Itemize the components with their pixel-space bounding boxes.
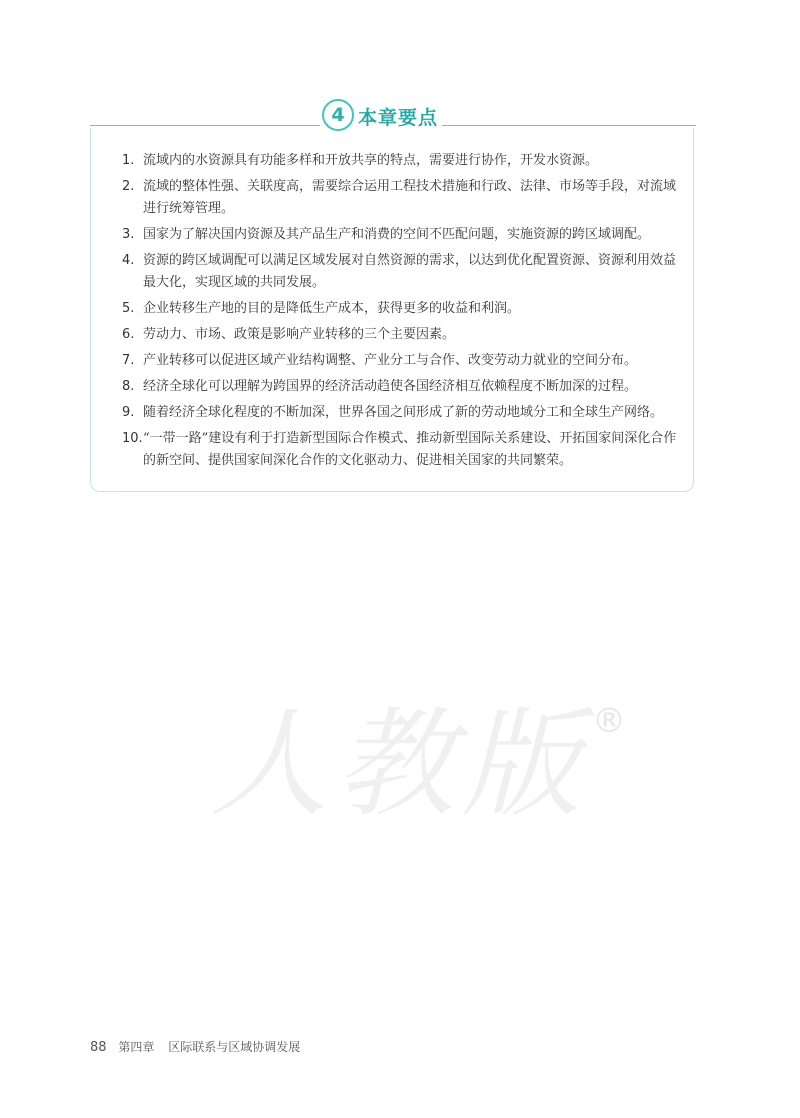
- watermark-registered-mark: ®: [592, 701, 626, 741]
- key-point-text: 企业转移生产地的目的是降低生产成本，获得更多的收益和利润。: [143, 301, 521, 316]
- watermark-logo-text: 人教版: [210, 695, 589, 833]
- page-footer: [90, 1038, 300, 1055]
- key-point-text: 劳动力、市场、政策是影响产业转移的三个主要因素。: [143, 327, 456, 342]
- key-point: [122, 428, 678, 472]
- key-point: [122, 250, 678, 294]
- key-point: [122, 298, 678, 320]
- key-point-number: 2.: [122, 179, 135, 194]
- key-point-text: 国家为了解决国内资源及其产品生产和消费的空间不匹配问题，实施资源的跨区域调配。: [143, 227, 651, 242]
- key-point-number: 9.: [122, 405, 135, 420]
- footer-chapter-title: 区际联系与区域协调发展: [168, 1040, 301, 1054]
- key-point-text: 流域内的水资源具有功能多样和开放共享的特点，需要进行协作，开发水资源。: [143, 153, 599, 168]
- header-rule-left: [90, 125, 320, 126]
- key-point-text: 随着经济全球化程度的不断加深，世界各国之间形成了新的劳动地域分工和全球生产网络。: [143, 405, 664, 420]
- key-point-number: 4.: [122, 253, 135, 268]
- key-point: [122, 150, 678, 172]
- key-point-number: 8.: [122, 379, 135, 394]
- key-point-text: 经济全球化可以理解为跨国界的经济活动趋使各国经济相互依赖程度不断加深的过程。: [143, 379, 638, 394]
- key-point: [122, 376, 678, 398]
- key-point-number: 3.: [122, 227, 135, 242]
- key-point-number: 1.: [122, 153, 135, 168]
- key-point-text: 资源的跨区域调配可以满足区域发展对自然资源的需求，以达到优化配置资源、资源利用效益最大化，实现区域的共同发展。: [143, 253, 677, 290]
- key-point: [122, 402, 678, 424]
- key-point: [122, 324, 678, 346]
- section-header: [90, 96, 696, 132]
- key-point-number: 6.: [122, 327, 135, 342]
- page-number: 88: [90, 1040, 107, 1055]
- key-points-list: [122, 150, 678, 476]
- key-point: [122, 350, 678, 372]
- key-point: [122, 176, 678, 220]
- key-point-number: 10.: [122, 431, 143, 446]
- key-point: [122, 224, 678, 246]
- key-point-text: 流域的整体性强、关联度高，需要综合运用工程技术措施和行政、法律、市场等手段，对流域进行统筹管理。: [143, 179, 677, 216]
- header-rule-right: [442, 125, 696, 126]
- section-title: 本章要点: [358, 107, 439, 129]
- key-point-text: “一带一路”建设有利于打造新型国际合作模式、推动新型国际关系建设、开拓国家间深化合作的新空间、提供国家间深化合作的文化驱动力、促进相关国家的共同繁荣。: [143, 431, 677, 468]
- publisher-watermark: [200, 680, 640, 840]
- footer-chapter: 第四章: [118, 1040, 155, 1054]
- section-number-badge: 4: [322, 99, 354, 131]
- key-point-number: 7.: [122, 353, 135, 368]
- key-point-number: 5.: [122, 301, 135, 316]
- key-point-text: 产业转移可以促进区域产业结构调整、产业分工与合作、改变劳动力就业的空间分布。: [143, 353, 638, 368]
